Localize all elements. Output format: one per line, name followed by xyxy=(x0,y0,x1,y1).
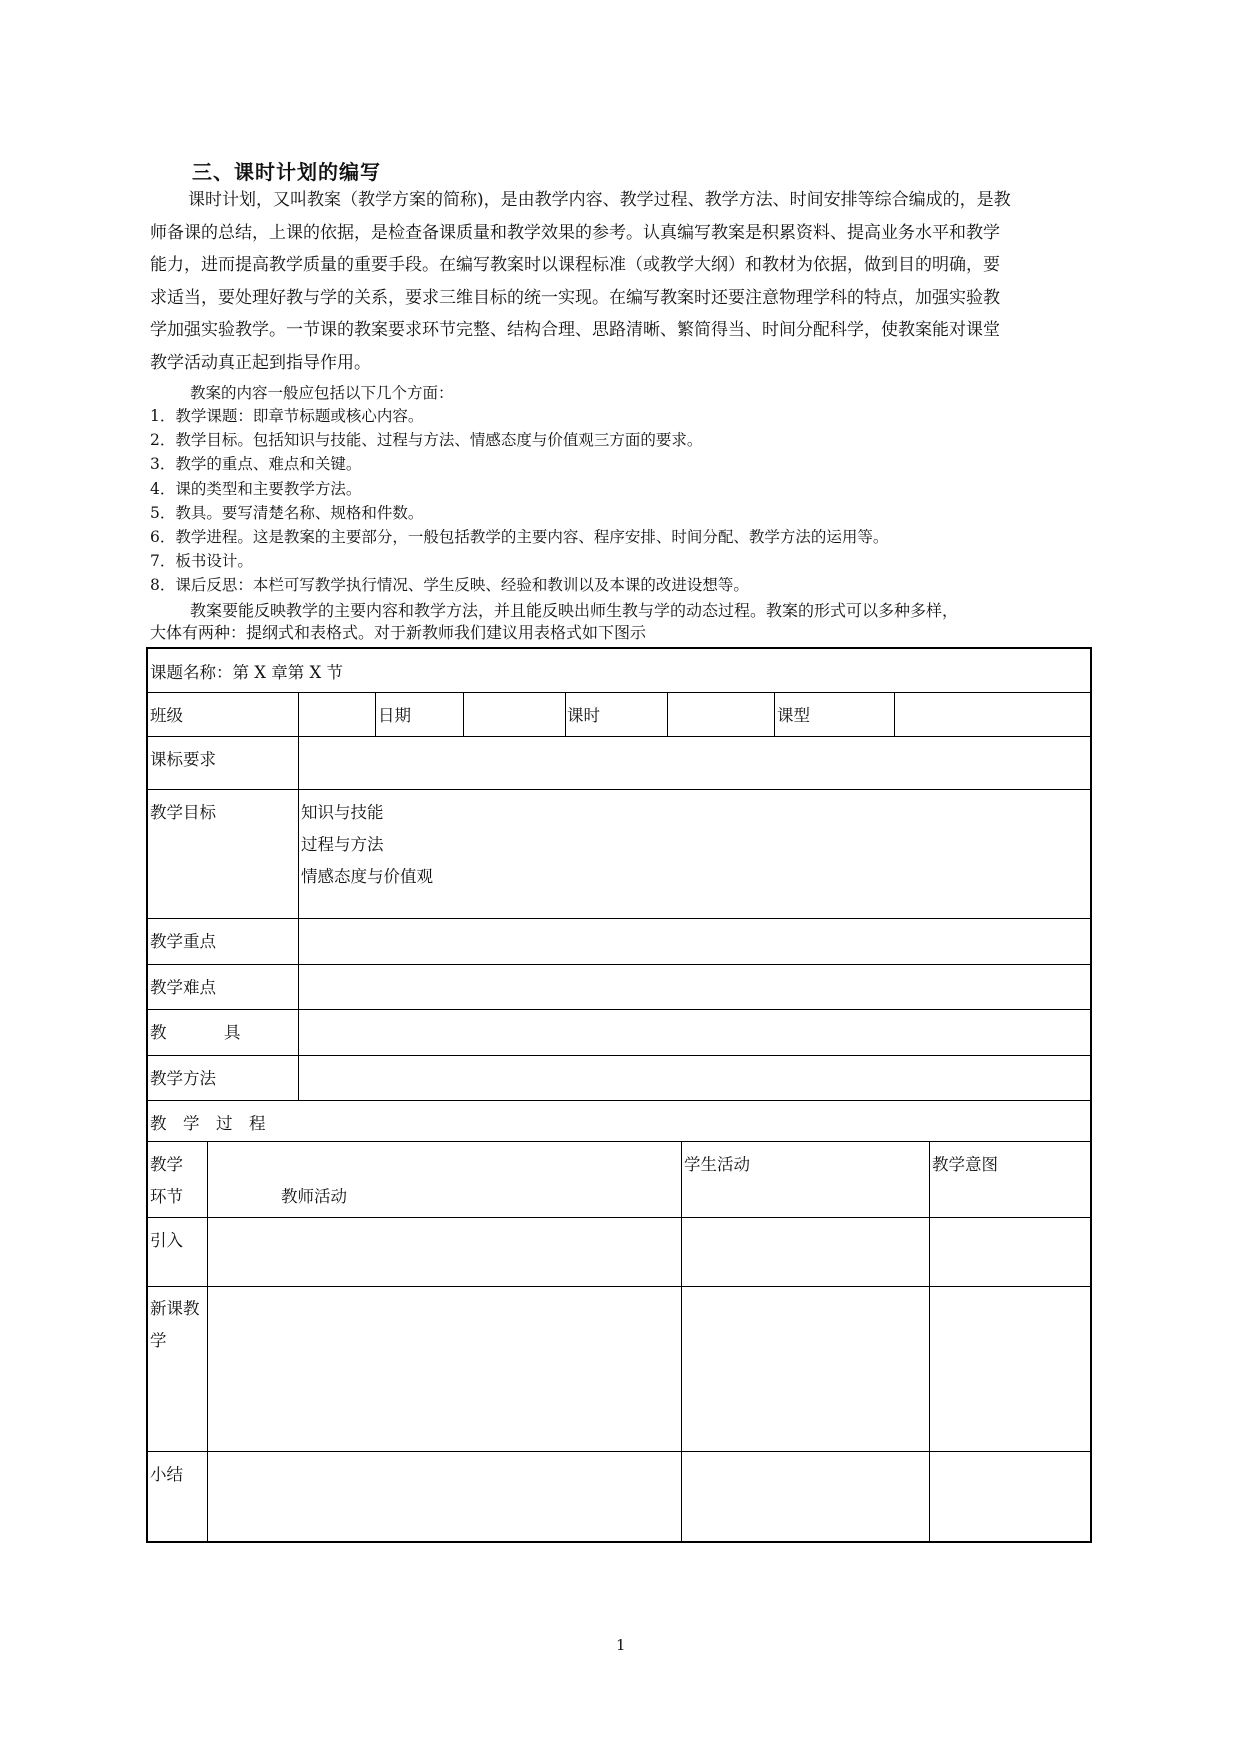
row-divider xyxy=(146,964,1092,965)
list-item: 3．教学的重点、难点和关键。 xyxy=(150,455,362,474)
col-divider xyxy=(375,692,376,736)
row-divider xyxy=(146,736,1092,737)
period-label: 课时 xyxy=(567,706,600,725)
topic-cell: 课题名称：第 X 章第 X 节 xyxy=(150,663,343,682)
row-divider xyxy=(146,1451,1092,1452)
intent-header: 教学意图 xyxy=(932,1155,998,1174)
lesson-plan-table xyxy=(146,647,1092,1543)
table-border-top xyxy=(146,647,1092,649)
standard-label: 课标要求 xyxy=(150,750,216,769)
list-item: 2．教学目标。包括知识与技能、过程与方法、情感态度与价值观三方面的要求。 xyxy=(150,431,703,450)
list-item: 8．课后反思：本栏可写教学执行情况、学生反映、经验和教训以及本课的改进设想等。 xyxy=(150,576,749,595)
row-divider xyxy=(146,1009,1092,1010)
closing-paragraph xyxy=(150,600,1090,644)
col-divider xyxy=(667,692,668,736)
paragraph-line: 课时计划，又叫教案（教学方案的简称)，是由教学内容、教学过程、教学方法、时间安排等综合编成的，是教 xyxy=(188,190,1011,210)
col-divider xyxy=(565,692,566,736)
label-col-divider xyxy=(298,736,299,1100)
tools-label-part: 具 xyxy=(224,1023,241,1042)
closing-line: 大体有两种：提纲式和表格式。对于新教师我们建议用表格式如下图示 xyxy=(150,623,647,642)
tools-label-part: 教 xyxy=(150,1023,167,1042)
row-divider xyxy=(146,692,1092,693)
paragraph-line: 能力，进而提高教学质量的重要手段。在编写教案时以课程标准（或教学大纲）和教材为依据，做到目的明确，要 xyxy=(150,255,1000,275)
paragraph-line: 师备课的总结，上课的依据，是检查备课质量和教学效果的参考。认真编写教案是积累资料、提高业务水平和教学 xyxy=(150,222,1000,243)
list-intro: 教案的内容一般应包括以下几个方面： xyxy=(190,384,454,402)
list-item: 6．教学进程。这是教案的主要部分，一般包括教学的主要内容、程序安排、时间分配、教学方法的运用等。 xyxy=(150,528,889,547)
list-item: 4．课的类型和主要教学方法。 xyxy=(150,479,362,498)
page-number: 1 xyxy=(616,1636,626,1654)
paragraph-line: 教学活动真正起到指导作用。 xyxy=(150,352,371,373)
row-divider xyxy=(146,1141,1092,1142)
col-divider xyxy=(463,692,464,736)
date-label: 日期 xyxy=(378,706,411,725)
row-divider xyxy=(146,1100,1092,1101)
teacher-activity-header: 教师活动 xyxy=(281,1187,347,1206)
row-divider xyxy=(146,1217,1092,1218)
table-border-right xyxy=(1090,647,1092,1543)
summary-label: 小结 xyxy=(150,1465,183,1484)
paragraph-line: 学加强实验教学。一节课的教案要求环节完整、结构合理、思路清晰、繁简得当、时间分配科学，使教案能对课堂 xyxy=(150,320,1000,340)
difficulty-label: 教学难点 xyxy=(150,978,216,997)
type-label: 课型 xyxy=(777,706,810,725)
row-divider xyxy=(146,1286,1092,1287)
content-list xyxy=(150,404,888,598)
closing-line: 教案要能反映教学的主要内容和教学方法，并且能反映出师生教与学的动态过程。教案的形式可以多种多样， xyxy=(190,601,959,620)
class-label: 班级 xyxy=(150,706,183,725)
list-item: 5．教具。要写清楚名称、规格和件数。 xyxy=(150,503,424,522)
list-item: 7．板书设计。 xyxy=(150,552,253,571)
key-point-label: 教学重点 xyxy=(150,932,216,951)
intro-stage-label: 引入 xyxy=(150,1231,183,1250)
student-col-divider xyxy=(929,1141,930,1543)
section-heading: 三、课时计划的编写 xyxy=(192,160,381,184)
intro-paragraph xyxy=(150,184,1090,379)
table-border-left xyxy=(146,647,148,1543)
list-item: 1．教学课题：即章节标题或核心内容。 xyxy=(150,407,424,425)
goal-item: 过程与方法 xyxy=(301,835,384,854)
goal-label: 教学目标 xyxy=(150,803,216,822)
col-divider xyxy=(774,692,775,736)
new-lesson-label: 新课教 xyxy=(150,1299,200,1318)
student-activity-header: 学生活动 xyxy=(684,1155,750,1174)
method-label: 教学方法 xyxy=(150,1069,216,1088)
teacher-col-divider xyxy=(681,1141,682,1543)
paragraph-line: 求适当，要处理好教与学的关系，要求三维目标的统一实现。在编写教案时还要注意物理学科的特点，加强实验教 xyxy=(150,287,1000,308)
table-border-bottom xyxy=(146,1541,1092,1543)
new-lesson-label: 学 xyxy=(150,1331,167,1350)
row-divider xyxy=(146,1055,1092,1056)
goal-item: 情感态度与价值观 xyxy=(301,867,433,886)
goal-item: 知识与技能 xyxy=(301,803,384,822)
stage-header: 环节 xyxy=(150,1187,183,1206)
row-divider xyxy=(146,789,1092,790)
row-divider xyxy=(146,918,1092,919)
stage-header: 教学 xyxy=(150,1155,183,1174)
stage-col-divider xyxy=(207,1141,208,1543)
col-divider xyxy=(894,692,895,736)
process-label: 教 学 过 程 xyxy=(150,1114,266,1133)
col-divider xyxy=(298,692,299,736)
